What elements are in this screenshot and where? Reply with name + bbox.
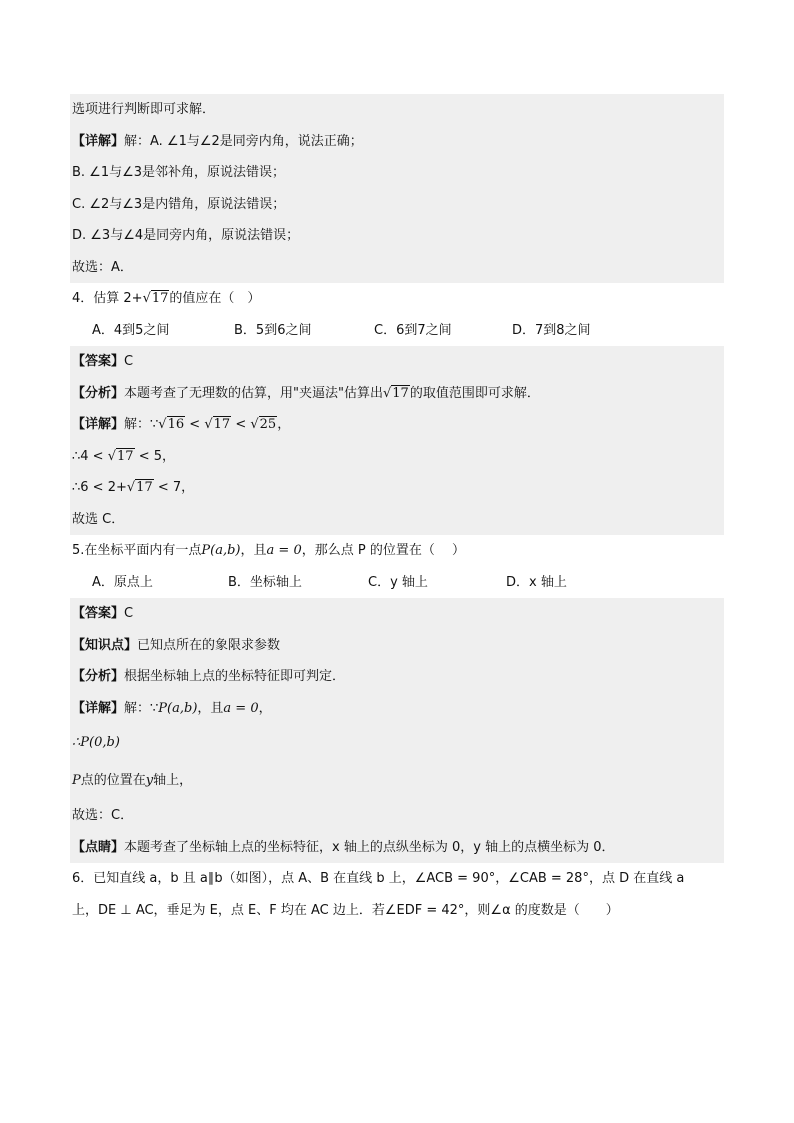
q5-step2: P点的位置在y轴上， xyxy=(70,762,724,800)
sqrt-icon: √17 xyxy=(204,417,231,432)
q5-answer: 【答案】C xyxy=(70,598,724,630)
q3-detail-b: B. ∠1与∠3是邻补角，原说法错误； xyxy=(70,157,724,189)
q4-options xyxy=(70,315,724,347)
q4-option-a: A．4到5之间 xyxy=(92,322,170,338)
sqrt-icon: √17 xyxy=(126,480,153,495)
q4-choose: 故选 C． xyxy=(70,504,724,536)
q5-detail: 【详解】解：∵P(a,b)，且a = 0， xyxy=(70,693,724,725)
q4-option-c: C．6到7之间 xyxy=(374,322,452,338)
q4-option-b: B．5到6之间 xyxy=(234,322,312,338)
q3-detail-a: 【详解】解：A. ∠1与∠2是同旁内角，说法正确； xyxy=(70,126,724,158)
q4-answer: 【答案】C xyxy=(70,346,724,378)
q4-step3: ∴6 < 2+√17 < 7， xyxy=(70,472,724,504)
q4-analysis: 【分析】本题考查了无理数的估算，用"夹逼法"估算出√17的取值范围即可求解． xyxy=(70,378,724,410)
q5-option-b: B．坐标轴上 xyxy=(228,574,302,590)
q4-stem: 4．估算 2+√17的值应在（ ） xyxy=(70,283,724,315)
q3-detail-d: D. ∠3与∠4是同旁内角，原说法错误； xyxy=(70,220,724,252)
sqrt-icon: √17 xyxy=(107,448,134,464)
q3-detail-c: C. ∠2与∠3是内错角，原说法错误； xyxy=(70,189,724,221)
q6-line1: 6．已知直线 a，b 且 a∥b（如图），点 A、B 在直线 b 上，∠ACB = 90°，∠CAB = 28°，点 D 在直线 a xyxy=(72,871,685,886)
sqrt-icon: √16 xyxy=(158,417,185,432)
q5-analysis: 【分析】根据坐标轴上点的坐标特征即可判定． xyxy=(70,661,724,693)
q4-option-d: D．7到8之间 xyxy=(512,322,591,338)
q5-option-c: C．y 轴上 xyxy=(368,574,428,590)
sqrt-icon: √25 xyxy=(250,417,277,432)
sqrt-icon: √17 xyxy=(142,291,169,306)
document-page xyxy=(70,94,724,926)
q5-choose: 故选：C． xyxy=(70,800,724,832)
q4-step2: ∴4 < √17 < 5， xyxy=(70,441,724,473)
q4-detail: 【详解】解：∵√16 < √17 < √25， xyxy=(70,409,724,441)
q5-options xyxy=(70,567,724,599)
q3-intro: 选项进行判断即可求解． xyxy=(70,94,724,126)
sqrt-icon: √17 xyxy=(382,385,409,401)
q5-knowledge: 【知识点】已知点所在的象限求参数 xyxy=(70,630,724,662)
q5-option-a: A．原点上 xyxy=(92,574,153,590)
q5-note: 【点睛】本题考查了坐标轴上点的坐标特征，x 轴上的点纵坐标为 0，y 轴上的点横坐标为 0． xyxy=(70,832,724,864)
q5-stem: 5.在坐标平面内有一点P(a,b)，且a = 0，那么点 P 的位置在（ ） xyxy=(72,543,465,558)
q5-step1: ∴P(0,b) xyxy=(70,724,724,762)
q3-choose: 故选：A． xyxy=(70,252,724,284)
q5-option-d: D．x 轴上 xyxy=(506,574,567,590)
q6-line2: 上，DE ⊥ AC，垂足为 E，点 E、F 均在 AC 边上．若∠EDF = 42°，则∠α 的度数是（ ） xyxy=(72,902,619,918)
